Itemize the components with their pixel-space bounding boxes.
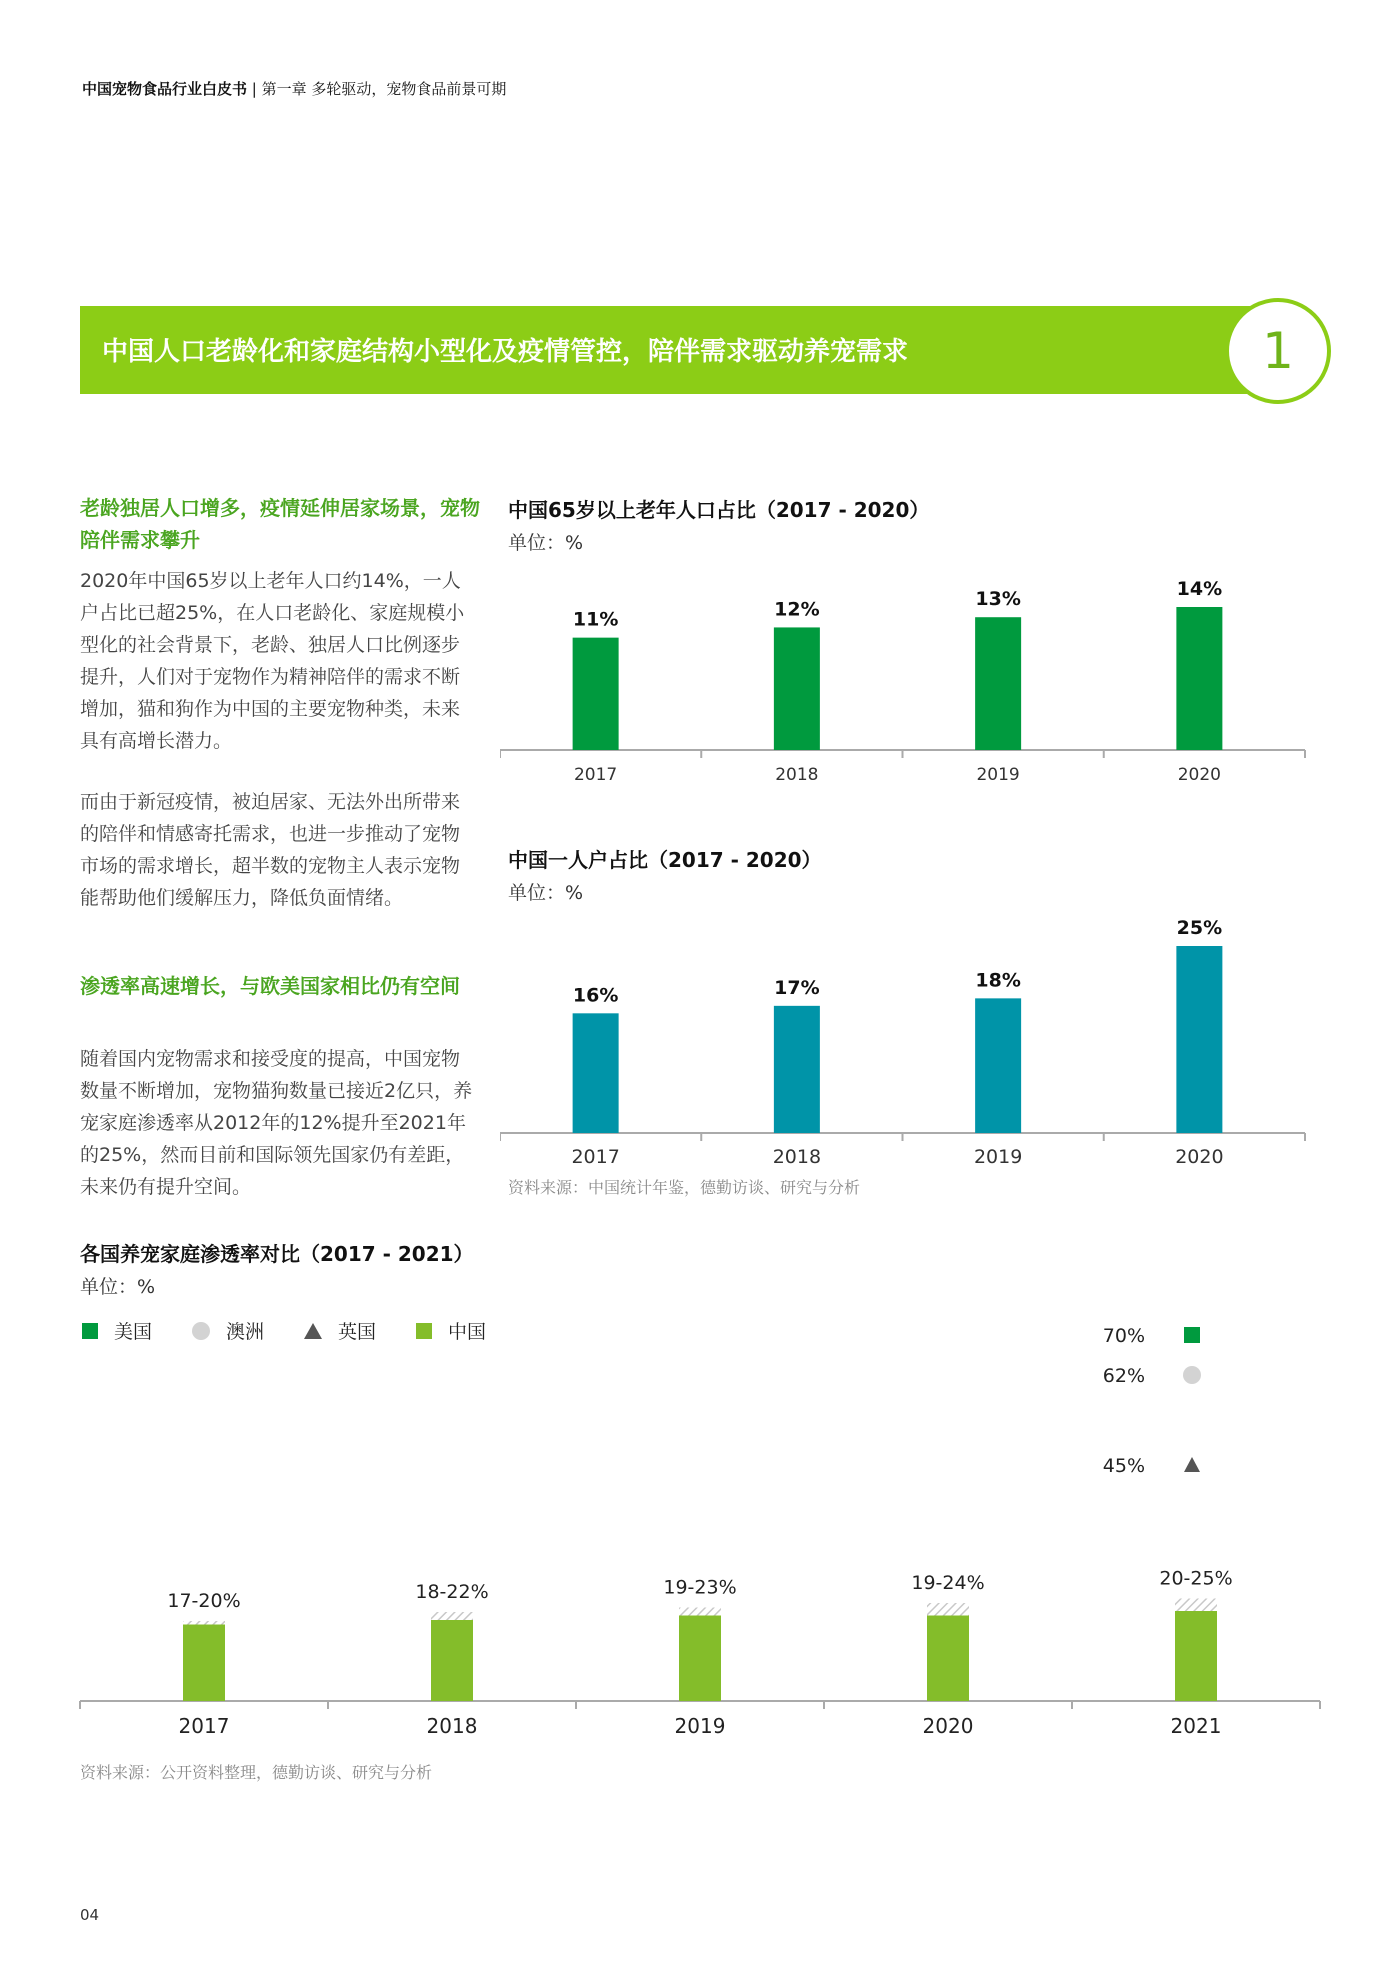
bar-2017 xyxy=(573,638,619,750)
range-bar-upper-2017 xyxy=(183,1621,225,1625)
chart1-elderly-population xyxy=(500,560,1310,790)
x-tick-label-2017: 2017 xyxy=(178,1714,230,1738)
x-tick-label-2018: 2018 xyxy=(772,1146,822,1168)
x-tick-label-2019: 2019 xyxy=(976,765,1020,785)
section-number-badge: 1 xyxy=(1225,298,1331,404)
report-title: 中国宠物食品行业白皮书 xyxy=(82,80,248,98)
paragraph-covid: 而由于新冠疫情，被迫居家、无法外出所带来的陪伴和情感寄托需求，也进一步推动了宠物市场的需求增长，超半数的宠物主人表示宠物能帮助他们缓解压力，降低负面情绪。 xyxy=(80,791,461,909)
reference-label-square: 70% xyxy=(1102,1325,1145,1347)
range-label-2017: 17-20% xyxy=(167,1590,241,1612)
section-title: 中国人口老龄化和家庭结构小型化及疫情管控，陪伴需求驱动养宠需求 xyxy=(102,337,909,367)
chart3-title: 各国养宠家庭渗透率对比（2017 - 2021） xyxy=(80,1242,474,1266)
x-tick-label-2021: 2021 xyxy=(1170,1714,1222,1738)
range-bar-upper-2019 xyxy=(679,1608,721,1616)
data-label-2017: 11% xyxy=(572,608,619,631)
bar-2018 xyxy=(774,627,820,750)
range-label-2020: 19-24% xyxy=(911,1572,985,1594)
data-label-2017: 16% xyxy=(572,984,619,1007)
range-label-2018: 18-22% xyxy=(415,1581,489,1603)
subheading-aging: 老龄独居人口增多，疫情延伸居家场景，宠物陪伴需求攀升 xyxy=(80,496,480,552)
x-tick-label-2019: 2019 xyxy=(674,1714,726,1738)
data-label-2019: 18% xyxy=(975,969,1021,992)
x-tick-label-2019: 2019 xyxy=(973,1146,1023,1168)
range-label-2019: 19-23% xyxy=(663,1576,737,1599)
bar-2018 xyxy=(774,1006,820,1133)
range-bar-lower-2018 xyxy=(431,1620,473,1701)
chart3-pet-penetration xyxy=(70,1300,1330,1740)
chart2-title: 中国一人户占比（2017 - 2020） xyxy=(508,848,822,872)
bar-2019 xyxy=(975,617,1021,750)
bar-2019 xyxy=(975,998,1021,1133)
header-separator: | xyxy=(247,80,262,98)
range-bar-lower-2017 xyxy=(183,1625,225,1702)
reference-label-circle: 62% xyxy=(1102,1365,1145,1387)
x-tick-label-2020: 2020 xyxy=(1177,765,1222,785)
x-tick-label-2018: 2018 xyxy=(426,1714,478,1738)
page-header xyxy=(82,78,506,99)
range-label-2021: 20-25% xyxy=(1159,1567,1233,1590)
legend-label-australia: 澳洲 xyxy=(226,1321,265,1343)
range-bar-lower-2019 xyxy=(679,1616,721,1702)
data-label-2018: 17% xyxy=(774,976,820,999)
legend-label-uk: 英国 xyxy=(338,1321,377,1343)
reference-marker-usa xyxy=(1184,1327,1200,1343)
chapter-title: 第一章 多轮驱动，宠物食品前景可期 xyxy=(261,80,507,98)
legend-label-usa: 美国 xyxy=(114,1321,153,1343)
chart-source-2: 资料来源：公开资料整理，德勤访谈、研究与分析 xyxy=(80,1763,433,1782)
range-bar-lower-2021 xyxy=(1175,1611,1217,1701)
chart2-single-households xyxy=(500,890,1310,1170)
range-bar-upper-2020 xyxy=(927,1603,969,1616)
reference-label-triangle: 45% xyxy=(1102,1455,1145,1477)
page-number: 04 xyxy=(80,1906,100,1924)
paragraph-aging: 2020年中国65岁以上老年人口约14%，一人户占比已超25%，在人口老龄化、家庭规模小型化的社会背景下，老龄、独居人口比例逐步提升，人们对于宠物作为精神陪伴的需求不断增加，猫和狗作为中国的主要宠物种类，未来具有高增长潜力。 xyxy=(80,570,465,752)
reference-marker-uk xyxy=(1184,1457,1200,1472)
data-label-2019: 13% xyxy=(975,588,1021,611)
x-tick-label-2018: 2018 xyxy=(775,765,819,785)
chart3-unit: 单位：% xyxy=(80,1276,156,1298)
paragraph-penetration: 随着国内宠物需求和接受度的提高，中国宠物数量不断增加，宠物猫狗数量已接近2亿只，养宠家庭渗透率从2012年的12%提升至2021年的25%，然而目前和国际领先国家仍有差距，未来仍有提升空间。 xyxy=(80,1048,473,1198)
x-tick-label-2020: 2020 xyxy=(1175,1146,1224,1168)
x-tick-label-2017: 2017 xyxy=(571,1146,620,1168)
data-label-2018: 12% xyxy=(774,598,820,621)
bar-2020 xyxy=(1176,607,1222,750)
chart1-title: 中国65岁以上老年人口占比（2017 - 2020） xyxy=(508,498,930,522)
reference-marker-australia xyxy=(1183,1366,1201,1384)
data-label-2020: 14% xyxy=(1176,578,1223,600)
range-bar-lower-2020 xyxy=(927,1616,969,1702)
bar-2017 xyxy=(573,1013,619,1133)
subheading-penetration: 渗透率高速增长，与欧美国家相比仍有空间 xyxy=(80,974,460,998)
data-label-2020: 25% xyxy=(1176,917,1223,939)
x-tick-label-2017: 2017 xyxy=(573,765,618,785)
x-tick-label-2020: 2020 xyxy=(922,1714,974,1738)
range-bar-upper-2021 xyxy=(1175,1599,1217,1612)
chart1-unit: 单位：% xyxy=(508,532,584,554)
range-bar-upper-2018 xyxy=(431,1612,473,1620)
bar-2020 xyxy=(1176,946,1222,1133)
legend-label-china: 中国 xyxy=(448,1321,487,1343)
chart2-unit: 单位：% xyxy=(508,882,584,904)
chart-source-1: 资料来源：中国统计年鉴，德勤访谈、研究与分析 xyxy=(508,1178,861,1197)
